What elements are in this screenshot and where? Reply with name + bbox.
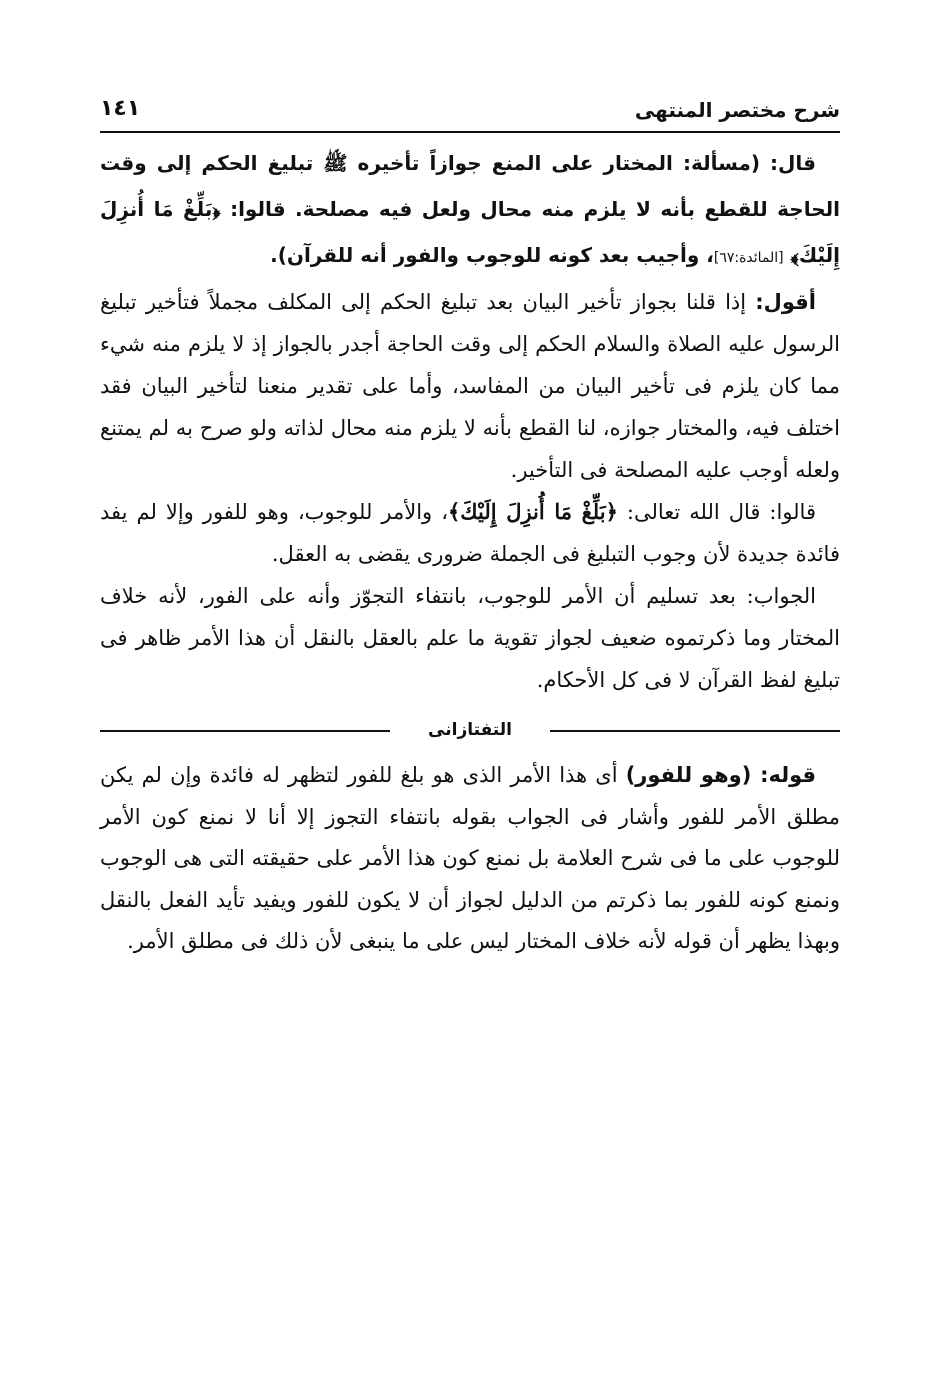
sharh-text-2a: قالوا: قال الله تعالى: <box>617 500 816 524</box>
header-rule <box>100 131 840 133</box>
sharh-lead: أقول: <box>755 290 816 314</box>
sharh-text-1: إذا قلنا بجواز تأخير البيان بعد تبليغ الحكم إلى المكلف مجملاً فتأخير تبليغ الرسول عليه الصلاة والسلام الحكم إلى وقت الحاجة أجدر بالجواز إذ لا يلزم منه شيء مما كان يلزم فى تأخير البيان من المفاسد، وأما على تقدير منعنا لتأخير البيان فقد اختلف فيه، والمختار جوازه، لنا القطع بأنه لا يلزم منه محال لذاته ولو صرح به لم يمتنع ولعله أوجب عليه المصلحة فى التأخير. <box>100 290 840 482</box>
running-title: شرح مختصر المنتهى <box>634 98 840 122</box>
sharh-text-2b: ، والأمر للوجوب، وهو للفور وإلا لم يفد فائدة جديدة لأن وجوب التبليغ فى الجملة ضرورى يقضى به العقل. <box>100 500 840 566</box>
matn-text-end: ، وأجيب بعد كونه للوجوب والفور أنه للقرآن). <box>270 243 714 267</box>
commentary-text <box>100 755 840 963</box>
commentary-lead: قوله: (وهو للفور) <box>625 763 817 787</box>
commentary-body: أى هذا الأمر الذى هو بلغ للفور لتظهر له فائدة وإن لم يكن مطلق الأمر للفور وأشار فى الجواب بقوله بانتفاء التجوز إلا أنا لا نمنع كون الأمر للوجوب على ما فى شرح العلامة بل نمنع كون هذا الأمر على حقيقته التى هى الوجوب ونمنع كونه للفور بما ذكرتم من الدليل لجواز أن لا يكون للفور ويفيد تأيد الفعل بالنقل وبهذا يظهر أن قوله لأنه خلاف المختار ليس على ما ينبغى لأن ذلك فى مطلق الأمر. <box>100 763 840 953</box>
quran-reference: [المائدة:٦٧] <box>713 250 784 266</box>
divider-line-left <box>100 730 390 732</box>
divider-label: التفتازانى <box>428 720 512 740</box>
sharh-paragraph-3 <box>100 575 840 701</box>
matn-text: قال: (مسألة: المختار على المنع جوازاً تأخيره ﷺ تبليغ الحكم إلى وقت الحاجة للقطع بأنه لا يلزم منه محال ولعل فيه مصلحة. قالوا: ﴿بَلِّغْ مَا أُنزِلَ إِلَيْكَ﴾ <box>100 151 840 267</box>
main-text <box>100 140 840 701</box>
matn-paragraph <box>100 140 840 281</box>
quran-quote: ﴿بَلِّغْ مَا أُنزِلَ إِلَيْكَ﴾ <box>447 499 618 524</box>
sharh-paragraph-1 <box>100 281 840 491</box>
sharh-paragraph-2 <box>100 491 840 575</box>
commentary-paragraph <box>100 755 840 963</box>
running-header <box>100 96 840 130</box>
section-divider <box>100 718 840 742</box>
sharh-text-3: الجواب: بعد تسليم أن الأمر للوجوب، بانتفاء التجوّز وأنه على الفور، لأنه خلاف المختار وما ذكرتموه ضعيف لجواز تقوية ما علم بالعقل بالنقل أن هذا الأمر ظاهر فى تبليغ لفظ القرآن لا فى كل الأحكام. <box>100 584 840 692</box>
page-number: ١٤١ <box>100 96 141 121</box>
